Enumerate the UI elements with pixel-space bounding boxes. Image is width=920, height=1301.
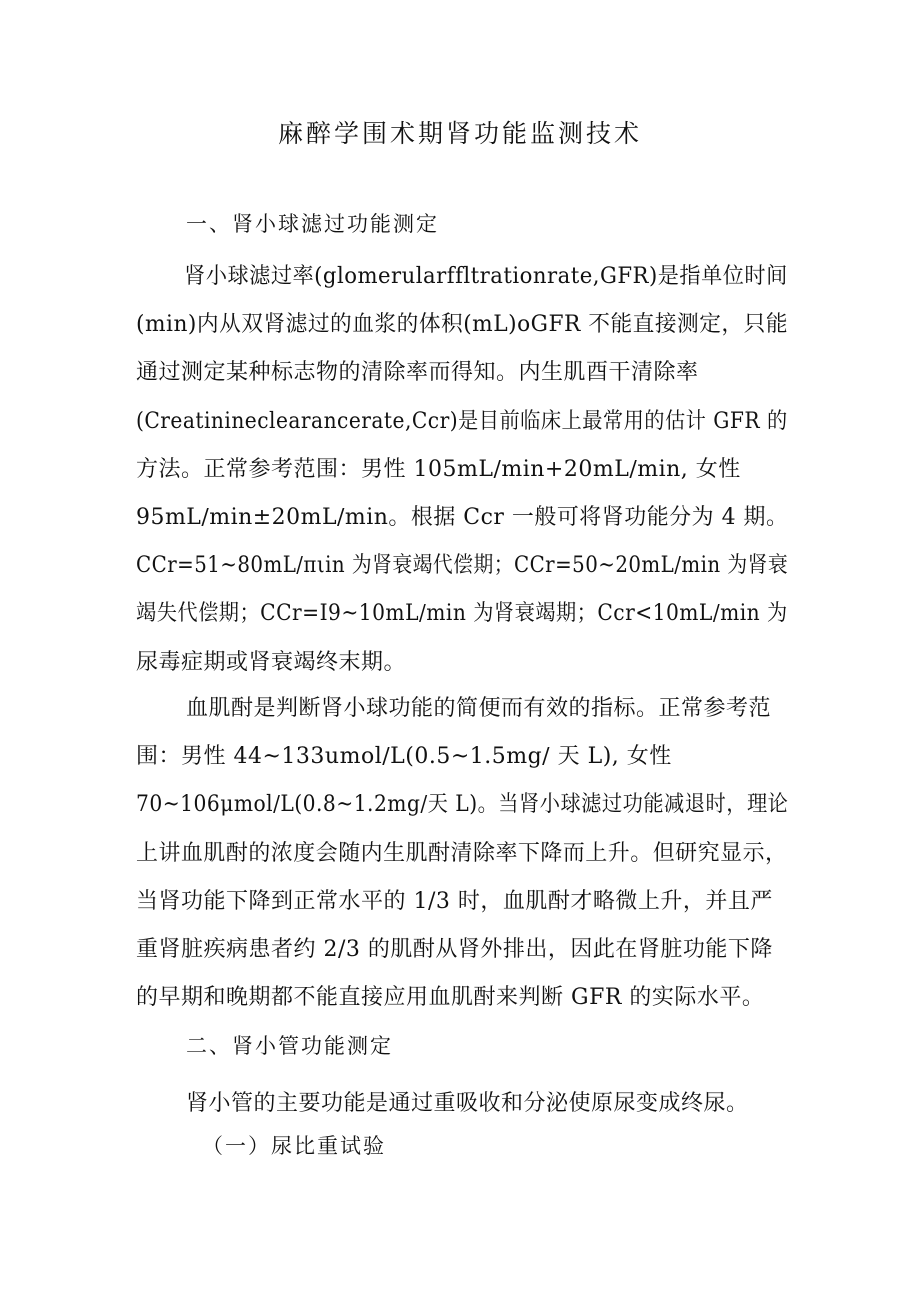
paragraph-line: 当肾功能下降到正常水平的 1/3 时，血肌酎才略微上升，并且严 [136,888,773,914]
paragraph-line: CCr=51~80mL∕πιin 为肾衰竭代偿期；CCr=50~20mL∕min 为肾衰 [136,553,789,579]
paragraph-gfr [136,253,788,687]
subsection-heading-urine-specific-gravity: （一）尿比重试验 [202,1134,386,1158]
paragraph-line: 方法。正常参考范围：男性 105mL∕min+20mL∕min, 女性 [136,456,741,482]
document-title: 麻醉学围术期肾功能监测技术 [277,119,642,148]
section-heading-glomerular: 一、肾小球滤过功能测定 [186,212,439,236]
paragraph-line: (Creatinineclearancerate,Ccr)是目前临床上最常用的估计 GFR 的 [136,408,788,434]
paragraph-line: 肾小球滤过率(glomerularffltrationrate,GFR)是指单位时间 [184,264,788,289]
paragraph-line: 通过测定某种标志物的清除率而得知。内生肌酉干清除率 [136,360,699,386]
paragraph-line: 95mL∕min±20mL∕min。根据 Ccr 一般可将肾功能分为 4 期。 [136,505,789,531]
paragraph-line: 的早期和晚期都不能直接应用血肌酎来判断 GFR 的实际水平。 [136,985,765,1011]
section-heading-tubular: 二、肾小管功能测定 [186,1034,393,1058]
paragraph-line: 70~106μmol∕L(0.8~1.2mg∕天 L)。当肾小球滤过功能减退时，理论 [136,792,789,818]
paragraph-line: 尿毒症期或肾衰竭终末期。 [136,649,407,675]
paragraph-creatinine [136,685,788,1022]
paragraph-line: 围：男性 44~133umol∕L(0.5~1.5mg∕ 天 L), 女性 [136,744,672,770]
paragraph-line: 竭失代偿期；CCr=I9~10mL∕min 为肾衰竭期；Ccr<10mL∕min 为 [136,601,788,627]
paragraph-line: 肾小管的主要功能是通过重吸收和分泌使原尿变成终尿。 [186,1091,749,1116]
paragraph-line: 重肾脏疾病患者约 2/3 的肌酎从肾外排出，因此在肾脏功能下降 [136,937,773,963]
paragraph-line: 血肌酎是判断肾小球功能的简便而有效的指标。正常参考范 [186,696,772,721]
paragraph-tubular [136,1080,788,1128]
paragraph-line: (min)内从双肾滤过的血浆的体积(mL)oGFR 不能直接测定，只能 [136,312,789,338]
paragraph-line: 上讲血肌酎的浓度会随内生肌酎清除率下降而上升。但研究显示， [136,840,788,866]
